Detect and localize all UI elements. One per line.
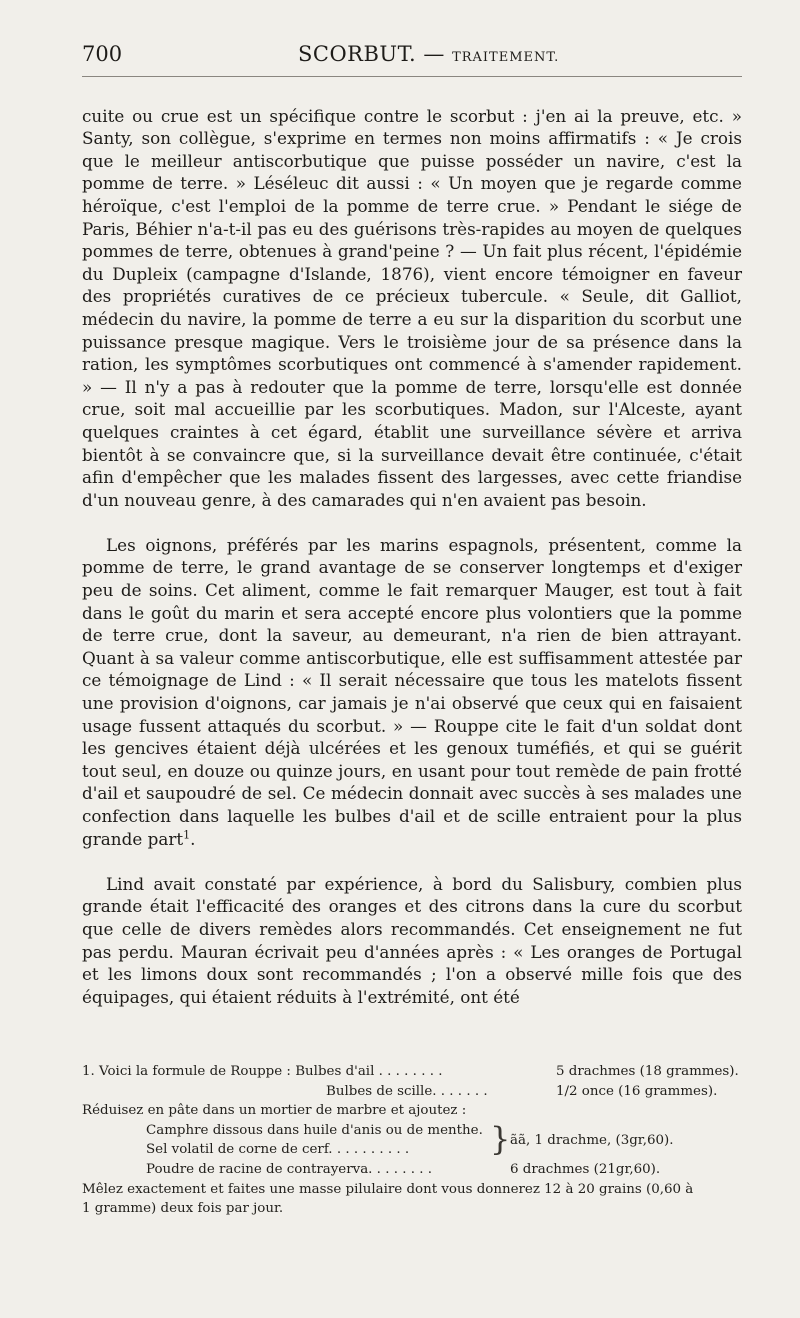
footnote-line-6-amount: 6 drachmes (21gr,60). (510, 1161, 661, 1177)
footnote-line-8 (82, 1199, 746, 1219)
footnote-line-7-text: Mêlez exactement et faites une masse pilulaire dont vous donnerez 12 à 20 grains (0,60 à (82, 1181, 694, 1197)
footnote-line-5-amount: ãã, 1 drachme, (3gr,60). (510, 1133, 674, 1149)
footnote-line-5 (82, 1133, 746, 1160)
footnote-line-6 (82, 1160, 746, 1180)
footnote-line-2 (82, 1082, 746, 1102)
running-title-main: SCORBUT. — (298, 42, 445, 66)
footnote-line-1 (82, 1062, 746, 1082)
footnote-line-2-amount: 1/2 once (16 grammes). (556, 1083, 718, 1099)
footnote-line-5-text: Sel volatil de corne de cerf. . . . . . . . . . (146, 1142, 410, 1158)
running-head (82, 40, 742, 77)
running-title-sub: TRAITEMENT. (452, 50, 560, 65)
footnote-line-1-amount: 5 drachmes (18 grammes). (556, 1064, 739, 1079)
footnote-line-2-text: Bulbes de scille. . . . . . . (326, 1083, 488, 1099)
running-title (298, 42, 559, 66)
footnote-marker: 1 (183, 828, 191, 841)
body-text (82, 82, 742, 1031)
footnote-line-4-text: Camphre dissous dans huile d'anis ou de menthe. (146, 1122, 483, 1138)
footnote-line-6-text: Poudre de racine de contrayerva. . . . . . . . (146, 1161, 433, 1177)
footnote-line-3-text: Réduisez en pâte dans un mortier de marbre et ajoutez : (82, 1103, 467, 1119)
footnote-line-1-text: 1. Voici la formule de Rouppe : Bulbes d'ail . . . . . . . . (82, 1064, 443, 1079)
paragraph-2: Les oignons, préférés par les marins espagnols, présentent, comme la pomme de terre, le grand avantage de se conserver longtemps et d'exiger peu de soins. Cet aliment, comme le fait remarquer Mauger, est tout à fait dans le goût du marin et sera accepté encore plus volontiers que la pomme de terre crue, dont la saveur, au demeurant, n'a rien de bien attrayant. Quant à sa valeur comme antiscorbutique, elle est suffisamment attestée par ce témoignage de Lind : « Il serait nécessaire que tous les matelots fissent une provision d'oignons, car jamais je n'ai observé que ceux qui en faisaient usage fussent attaqués du scorbut. » — Rouppe cite le fait d'un soldat dont les gencives étaient déjà ulcérées et les genoux tuméfiés, et qui se guérit tout seul, en douze ou quinze jours, en usant pour tout remède de pain frotté d'ail et saupoudré de sel. Ce médecin donnait avec succès à ses malades une confection dans laquelle les bulbes d'ail et de scille entraient pour la plus grande part$^1$. (82, 534, 742, 849)
brace-symbol: } (490, 1119, 511, 1158)
page-number: 700 (82, 42, 123, 66)
paragraph-2-text: Les oignons, préférés par les marins espagnols, présentent, comme la pomme de terre, le grand avantage de se conserver longtemps et d'exiger peu de soins. Cet aliment, comme le fait remarquer Mauger, est tout à fait dans le goût du marin et sera accepté encore plus volontiers que la pomme de terre crue, dont la saveur, au demeurant, n'a rien de bien attrayant. Quant à sa valeur comme antiscorbutique, elle est suffisamment attestée par ce témoignage de Lind : « Il serait nécessaire que tous les matelots fissent une provision d'oignons, car jamais je n'ai observé que ceux qui en faisaient usage fussent attaqués du scorbut. » — Rouppe cite le fait d'un soldat dont les gencives étaient déjà ulcérées et les genoux tuméfiés, et qui se guérit tout seul, en douze ou quinze jours, en usant pour tout remède de pain frotté d'ail et saupoudré de sel. Ce médecin donnait avec succès à ses malades une confection dans laquelle les bulbes d'ail et de scille entraient pour la plus grande part (82, 534, 742, 849)
paragraph-3: Lind avait constaté par expérience, à bord du Salisbury, combien plus grande était l'efficacité des oranges et des citrons dans la cure du scorbut que celle de divers remèdes alors recommandés. Cet enseignement ne fut pas perdu. Mauran écrivait peu d'années après : « Les oranges de Portugal et les limons doux sont recommandés ; l'on a observé mille fois que des équipages, qui étaient réduits à l'extrémité, ont été (82, 873, 742, 1007)
footnote-line-3 (82, 1101, 746, 1121)
paragraph-1: cuite ou crue est un spécifique contre le scorbut : j'en ai la preuve, etc. » Santy, son collègue, s'exprime en termes non moins affirmatifs : « Je crois que le meilleur antiscorbutique que puisse posséder un navire, c'est la pomme de terre. » Léséleuc dit aussi : « Un moyen que je regarde comme héroïque, c'est l'emploi de la pomme de terre crue. » Pendant le siége de Paris, Béhier n'a-t-il pas eu des guérisons très-rapides au moyen de quelques pommes de terre, obtenues à grand'peine ? — Un fait plus récent, l'épidémie du Dupleix (campagne d'Islande, 1876), vient encore témoigner en faveur des propriétés curatives de ce précieux tubercule. « Seule, dit Galliot, médecin du navire, la pomme de terre a eu sur la disparition du scorbut une puissance presque magique. Vers le troisième jour de sa présence dans la ration, les symptômes scorbutiques ont commencé à s'amender rapidement. » — Il n'y a pas à redouter que la pomme de terre, lorsqu'elle est donnée crue, soit mal accueillie par les scorbutiques. Madon, sur l'Alceste, ayant quelques craintes à cet égard, établit une surveillance sévère et arriva bientôt à se convaincre que, si la surveillance devait être continuée, c'était afin d'empêcher que les malades fissent des largesses, avec cette friandise d'un nouveau genre, à des camarades qui n'en avaient pas besoin. (82, 105, 742, 510)
footnote-line-8-text: 1 gramme) deux fois par jour. (82, 1201, 284, 1217)
footnote (82, 1062, 746, 1219)
footnote-line-7 (82, 1180, 746, 1200)
